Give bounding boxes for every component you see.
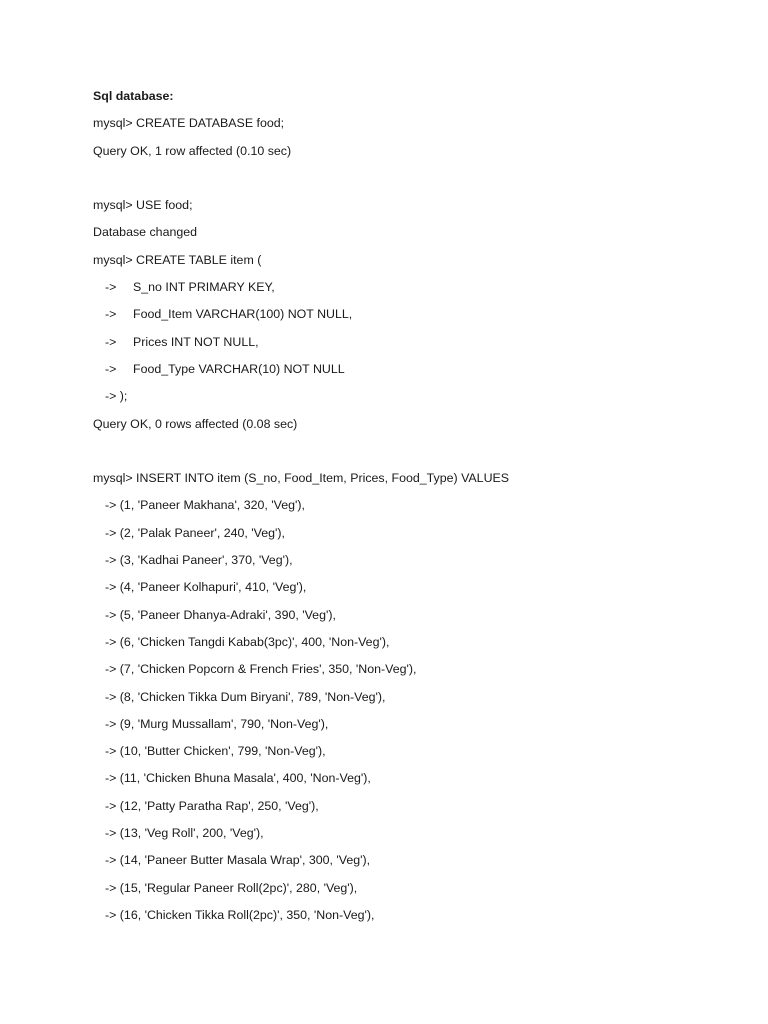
create-database-command: mysql> CREATE DATABASE food; <box>93 116 285 131</box>
document-body <box>93 86 733 932</box>
column-definition <box>93 332 733 359</box>
column-definition-text: Prices INT NOT NULL, <box>133 334 259 349</box>
use-database-result: Database changed <box>93 225 198 240</box>
blank-line <box>93 168 733 195</box>
create-table-result: Query OK, 0 rows affected (0.08 sec) <box>93 416 298 431</box>
column-definition <box>93 359 733 386</box>
column-definition-text: S_no INT PRIMARY KEY, <box>133 280 275 295</box>
insert-row: -> (11, 'Chicken Bhuna Masala', 400, 'Non-Veg'), <box>105 771 371 786</box>
continuation-arrow: -> <box>105 307 117 322</box>
insert-row: -> (10, 'Butter Chicken', 799, 'Non-Veg'), <box>105 744 326 759</box>
insert-row: -> (12, 'Patty Paratha Rap', 250, 'Veg'), <box>105 798 319 813</box>
insert-row: -> (3, 'Kadhai Paneer', 370, 'Veg'), <box>105 553 293 568</box>
insert-row: -> (13, 'Veg Roll', 200, 'Veg'), <box>105 826 264 841</box>
insert-row: -> (4, 'Paneer Kolhapuri', 410, 'Veg'), <box>105 580 307 595</box>
blank-line <box>93 441 733 468</box>
insert-row: -> (8, 'Chicken Tikka Dum Biryani', 789, 'Non-Veg'), <box>105 689 386 704</box>
column-definition-text: Food_Item VARCHAR(100) NOT NULL, <box>133 307 353 322</box>
insert-row: -> (14, 'Paneer Butter Masala Wrap', 300, 'Veg'), <box>105 853 371 868</box>
continuation-arrow: -> <box>105 280 117 295</box>
insert-row: -> (1, 'Paneer Makhana', 320, 'Veg'), <box>105 498 305 513</box>
column-definition <box>93 277 733 304</box>
insert-row: -> (6, 'Chicken Tangdi Kabab(3pc)', 400, 'Non-Veg'), <box>105 634 390 649</box>
insert-command: mysql> INSERT INTO item (S_no, Food_Item, Prices, Food_Type) VALUES <box>93 471 510 486</box>
continuation-arrow: -> <box>105 361 117 376</box>
create-table-command: mysql> CREATE TABLE item ( <box>93 252 262 267</box>
create-database-result: Query OK, 1 row affected (0.10 sec) <box>93 143 292 158</box>
insert-row: -> (2, 'Palak Paneer', 240, 'Veg'), <box>105 525 285 540</box>
continuation-arrow: -> <box>105 334 117 349</box>
create-table-close: -> ); <box>105 389 128 404</box>
insert-row: -> (15, 'Regular Paneer Roll(2pc)', 280, 'Veg'), <box>105 880 358 895</box>
insert-row: -> (7, 'Chicken Popcorn & French Fries', 350, 'Non-Veg'), <box>105 662 417 677</box>
document-heading: Sql database: <box>93 89 174 103</box>
insert-row: -> (9, 'Murg Mussallam', 790, 'Non-Veg'), <box>105 716 329 731</box>
insert-row: -> (5, 'Paneer Dhanya-Adraki', 390, 'Veg'), <box>105 607 336 622</box>
column-definition <box>93 304 733 331</box>
insert-row: -> (16, 'Chicken Tikka Roll(2pc)', 350, 'Non-Veg'), <box>105 907 375 922</box>
column-definition-text: Food_Type VARCHAR(10) NOT NULL <box>133 361 345 376</box>
use-database-command: mysql> USE food; <box>93 198 193 213</box>
